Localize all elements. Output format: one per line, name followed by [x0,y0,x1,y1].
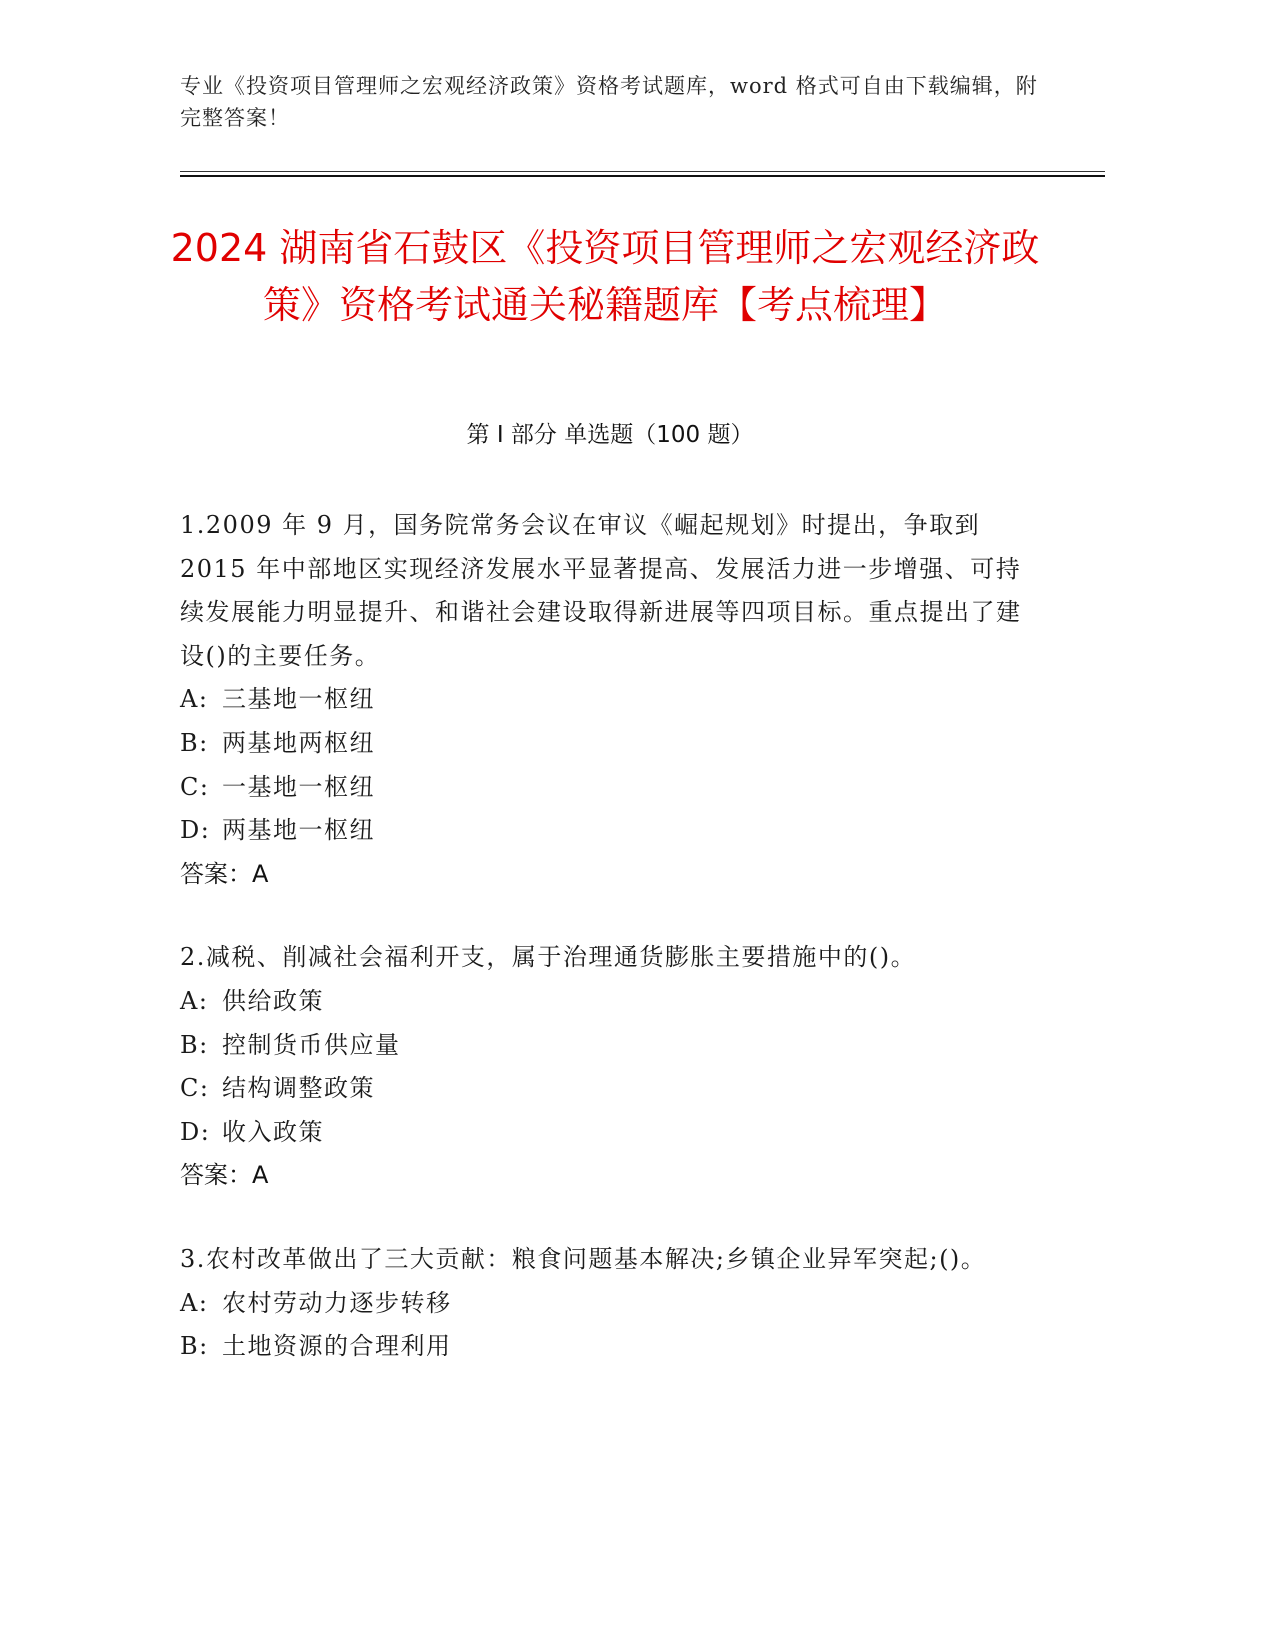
header-note: 专业《投资项目管理师之宏观经济政策》资格考试题库，word 格式可自由下载编辑，附完整答案！ [180,74,1038,130]
option-text: 两基地一枢纽 [222,816,375,845]
option-b [180,1325,1040,1369]
question-stem: 1.2009 年 9 月，国务院常务会议在审议《崛起规划》时提出，争取到 2015 年中部地区实现经济发展水平显著提高、发展活力进一步增强、可持续发展能力明显提升、和谐社会建设取得新进展等四项目标。重点提出了建设()的主要任务。 [180,511,1022,670]
option-text: 收入政策 [222,1117,324,1146]
option-key: B: [180,1332,209,1361]
option-d [180,809,1040,853]
question-stem: 3.农村改革做出了三大贡献：粮食问题基本解决;乡镇企业异军突起;()。 [180,1244,987,1273]
question-1 [180,504,1040,896]
question-stem: 2.减税、削减社会福利开支，属于治理通货膨胀主要措施中的()。 [180,943,917,972]
option-key: B: [180,728,209,757]
option-a [180,678,1040,722]
question-list [180,504,1040,1409]
option-key: C: [180,1074,210,1103]
question-2 [180,936,1040,1198]
option-key: A: [180,1288,209,1317]
option-key: C: [180,772,210,801]
option-key: D: [180,816,211,845]
question-3 [180,1238,1040,1369]
option-text: 控制货币供应量 [222,1030,401,1059]
option-text: 结构调整政策 [222,1074,375,1103]
option-c [180,766,1040,810]
option-text: 两基地两枢纽 [222,728,375,757]
option-key: B: [180,1030,209,1059]
answer: 答案：A [180,859,269,888]
option-text: 一基地一枢纽 [222,772,375,801]
option-text: 供给政策 [222,986,324,1015]
option-d [180,1111,1040,1155]
header-divider-thick [180,175,1105,177]
answer: 答案：A [180,1161,269,1190]
option-text: 三基地一枢纽 [222,685,375,714]
option-b [180,1024,1040,1068]
option-c [180,1067,1040,1111]
option-key: D: [180,1117,211,1146]
header-divider-thin [180,171,1105,172]
option-b [180,722,1040,766]
option-a [180,1282,1040,1326]
option-text: 农村劳动力逐步转移 [222,1288,452,1317]
document-title: 2024 湖南省石鼓区《投资项目管理师之宏观经济政策》资格考试通关秘籍题库【考点梳理】 [170,226,1040,327]
section-title: 第 I 部分 单选题（100 题） [466,422,754,448]
option-a [180,980,1040,1024]
option-key: A: [180,685,209,714]
option-key: A: [180,986,209,1015]
option-text: 土地资源的合理利用 [222,1332,452,1361]
